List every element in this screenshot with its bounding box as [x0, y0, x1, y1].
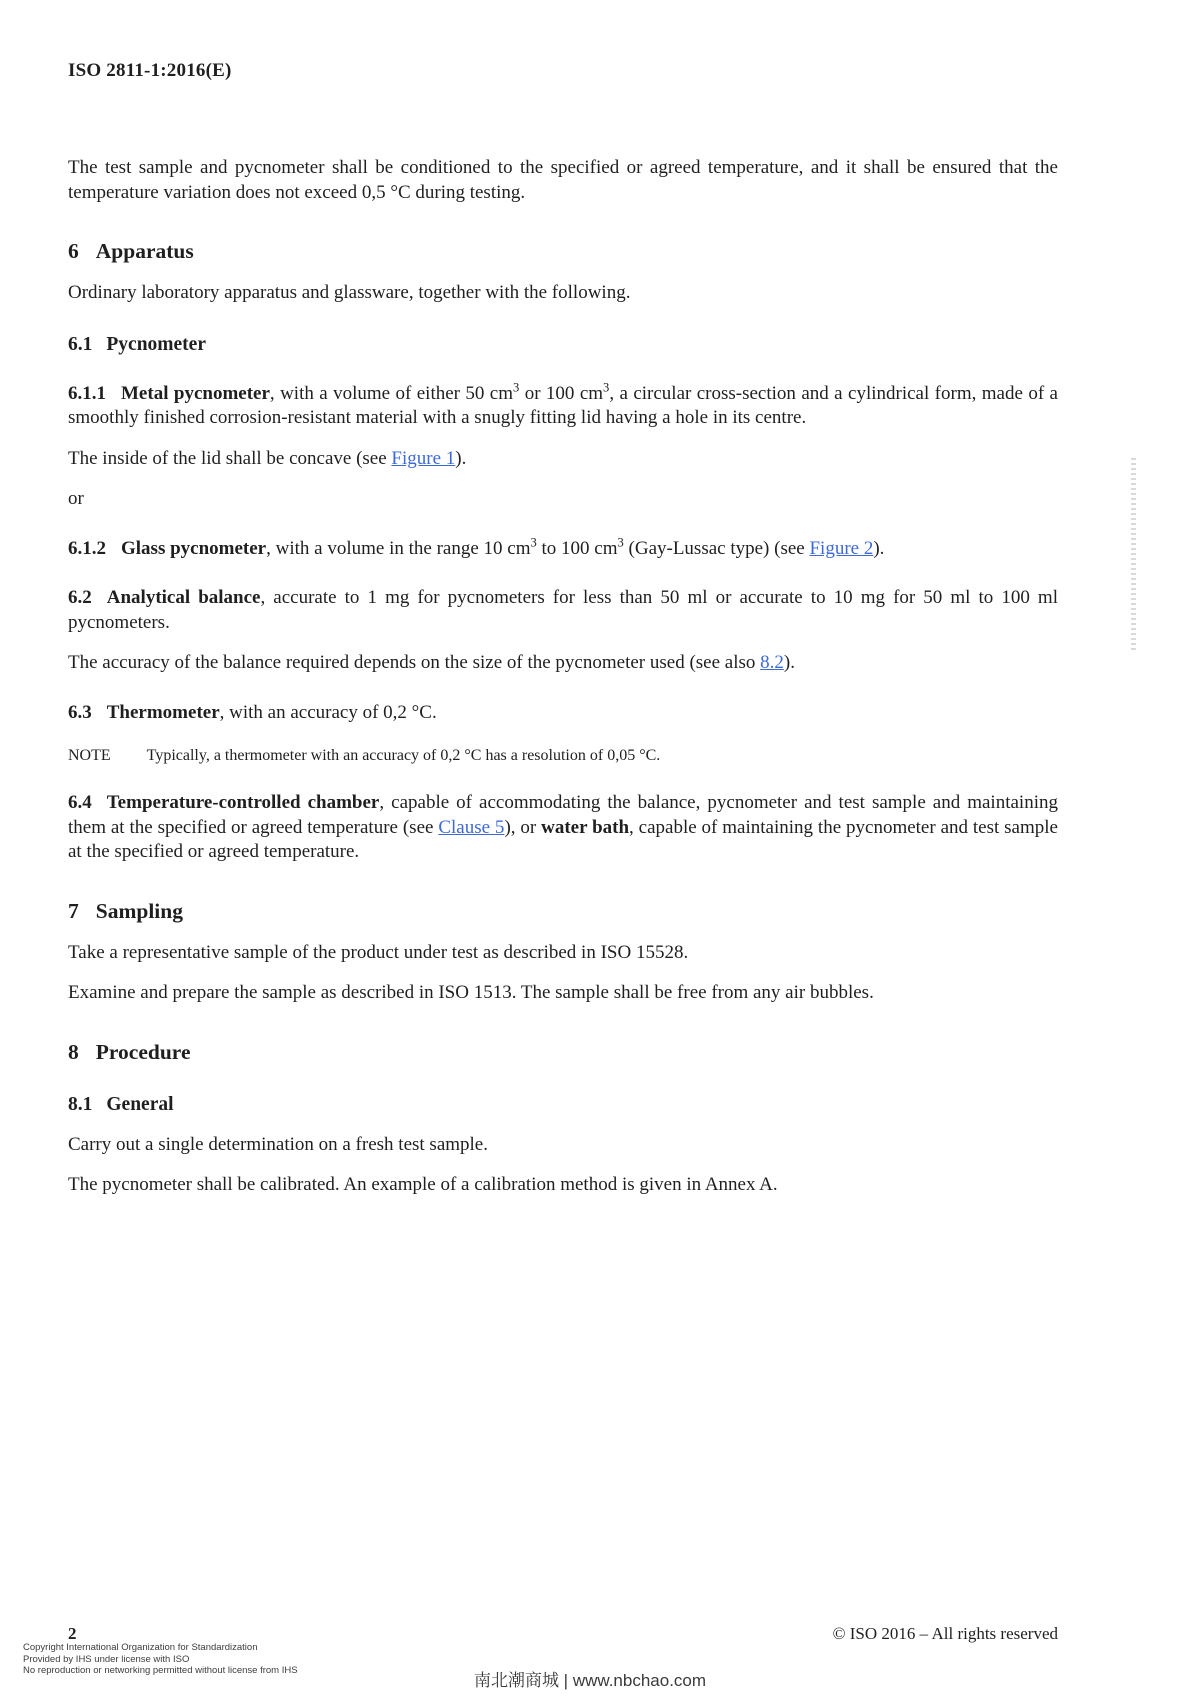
- para-or: [68, 487, 1058, 512]
- text-segment: or: [68, 488, 84, 509]
- text-segment: , with a volume of either 50 cm: [269, 382, 514, 404]
- link-figure-2[interactable]: Figure 2: [809, 537, 874, 559]
- text-segment: The test sample and pycnometer shall be conditioned to the specified or agreed temperature, and it shall be ensured that the temperature variation does not exceed 0,5 °C during testing.: [68, 157, 1058, 203]
- text-segment: Temperature-controlled chamber: [106, 792, 380, 813]
- text-segment: General: [106, 1093, 174, 1115]
- text-segment: NOTE: [68, 747, 111, 764]
- text-segment: (Gay-Lussac type) (see: [623, 537, 810, 559]
- para-single-determination: [68, 1133, 1058, 1158]
- clause-6-3-thermometer: [68, 701, 1058, 726]
- site-watermark: 南北潮商城 | www.nbchao.com: [473, 1671, 707, 1690]
- text-segment: ), or: [504, 816, 542, 838]
- copyright-line: Provided by IHS under license with ISO: [23, 1653, 190, 1665]
- text-segment: Analytical balance: [106, 587, 261, 608]
- text-segment: Glass pycnometer: [121, 537, 267, 559]
- text-segment: Apparatus: [95, 239, 194, 263]
- text-segment: ).: [455, 447, 467, 469]
- clause-6-4-temperature-controlled-chamber: [68, 791, 1058, 865]
- text-segment: , a circular cross-section and a cylindrical form, made of a smoothly finished corrosion-resistant material with a snugly fitting lid having a hole in its centre.: [68, 382, 1058, 428]
- link-8-2[interactable]: 8.2: [760, 652, 784, 673]
- superscript: 3: [530, 535, 537, 550]
- superscript: 3: [617, 535, 624, 550]
- text-segment: 6.4: [68, 792, 92, 813]
- text-segment: to 100 cm: [536, 537, 618, 559]
- text-segment: Procedure: [95, 1039, 191, 1064]
- copyright-line: Copyright International Organization for Standardization: [23, 1642, 258, 1653]
- link-clause-5[interactable]: Clause 5: [438, 816, 505, 838]
- heading-8-procedure: [68, 1039, 1058, 1066]
- text-segment: 6.1.2: [68, 537, 106, 559]
- para-examine-sample: [68, 981, 1058, 1006]
- para-take-sample: [68, 941, 1058, 966]
- clause-6-1-2-glass-pycnometer: [68, 537, 1058, 562]
- para-lid-concave: [68, 447, 1058, 472]
- text-segment: The accuracy of the balance required depends on the size of the pycnometer used (see also: [68, 652, 761, 673]
- text-segment: Ordinary laboratory apparatus and glassware, together with the following.: [68, 282, 631, 303]
- text-segment: 6: [68, 239, 79, 263]
- text-segment: , accurate to 1 mg for pycnometers for less than 50 ml or accurate to 10 mg for 50 ml to 100 ml pycnometers.: [68, 587, 1058, 633]
- license-vertical-text: [1131, 458, 1136, 650]
- text-segment: The pycnometer shall be calibrated. An example of a calibration method is given in Annex A.: [68, 1174, 778, 1195]
- para-balance-accuracy: [68, 651, 1058, 676]
- text-segment: ).: [783, 652, 795, 673]
- text-segment: The inside of the lid shall be concave (see: [68, 447, 392, 469]
- text-segment: , capable of accommodating the balance, pycnometer and test sample and maintaining them at the specified or agreed temperature (see: [68, 792, 1058, 838]
- note-thermometer-resolution: [68, 745, 1058, 766]
- text-segment: Pycnometer: [106, 333, 206, 355]
- page-number: 2: [68, 1624, 77, 1643]
- text-segment: water bath: [541, 816, 630, 838]
- text-segment: Sampling: [95, 898, 183, 923]
- heading-8-1-general: [68, 1092, 1058, 1117]
- text-segment: 7: [68, 898, 79, 923]
- text-segment: Thermometer: [106, 701, 220, 723]
- text-segment: Typically, a thermometer with an accuracy of 0,2 °C has a resolution of 0,05 °C.: [146, 747, 661, 764]
- text-segment: Carry out a single determination on a fresh test sample.: [68, 1133, 488, 1155]
- text-segment: 6.1.1: [68, 382, 106, 404]
- para-ordinary-apparatus: [68, 281, 1058, 306]
- text-segment: 6.3: [68, 701, 92, 723]
- text-segment: or 100 cm: [519, 382, 604, 404]
- text-segment: Take a representative sample of the product under test as described in ISO 15528.: [68, 941, 689, 963]
- text-segment: Metal pycnometer: [121, 382, 270, 404]
- document-body: [68, 156, 1058, 1198]
- para-conditioning: [68, 156, 1058, 205]
- text-segment: ).: [873, 537, 885, 559]
- text-segment: Examine and prepare the sample as described in ISO 1513. The sample shall be free from any air bubbles.: [68, 982, 874, 1003]
- text-segment: 8: [68, 1039, 79, 1064]
- clause-6-1-1-metal-pycnometer: [68, 382, 1058, 431]
- text-segment: , capable of maintaining the pycnometer and test sample at the specified or agreed temperature.: [68, 816, 1058, 862]
- text-segment: 6.1: [68, 333, 93, 355]
- text-segment: 8.1: [68, 1093, 93, 1115]
- superscript: 3: [603, 380, 610, 395]
- document-header: ISO 2811-1:2016(E): [68, 60, 232, 81]
- clause-6-2-analytical-balance: [68, 586, 1058, 635]
- heading-6-1-pycnometer: [68, 332, 1058, 357]
- link-figure-1[interactable]: Figure 1: [391, 447, 456, 469]
- rights-reserved-notice: © ISO 2016 – All rights reserved: [832, 1624, 1058, 1643]
- superscript: 3: [513, 380, 520, 395]
- text-segment: , with a volume in the range 10 cm: [266, 537, 531, 559]
- copyright-line: No reproduction or networking permitted without license from IHS: [23, 1665, 298, 1676]
- heading-6-apparatus: [68, 238, 1058, 265]
- para-pycnometer-calibrated: [68, 1173, 1058, 1198]
- heading-7-sampling: [68, 898, 1058, 925]
- text-segment: 6.2: [68, 587, 92, 608]
- text-segment: , with an accuracy of 0,2 °C.: [219, 701, 437, 723]
